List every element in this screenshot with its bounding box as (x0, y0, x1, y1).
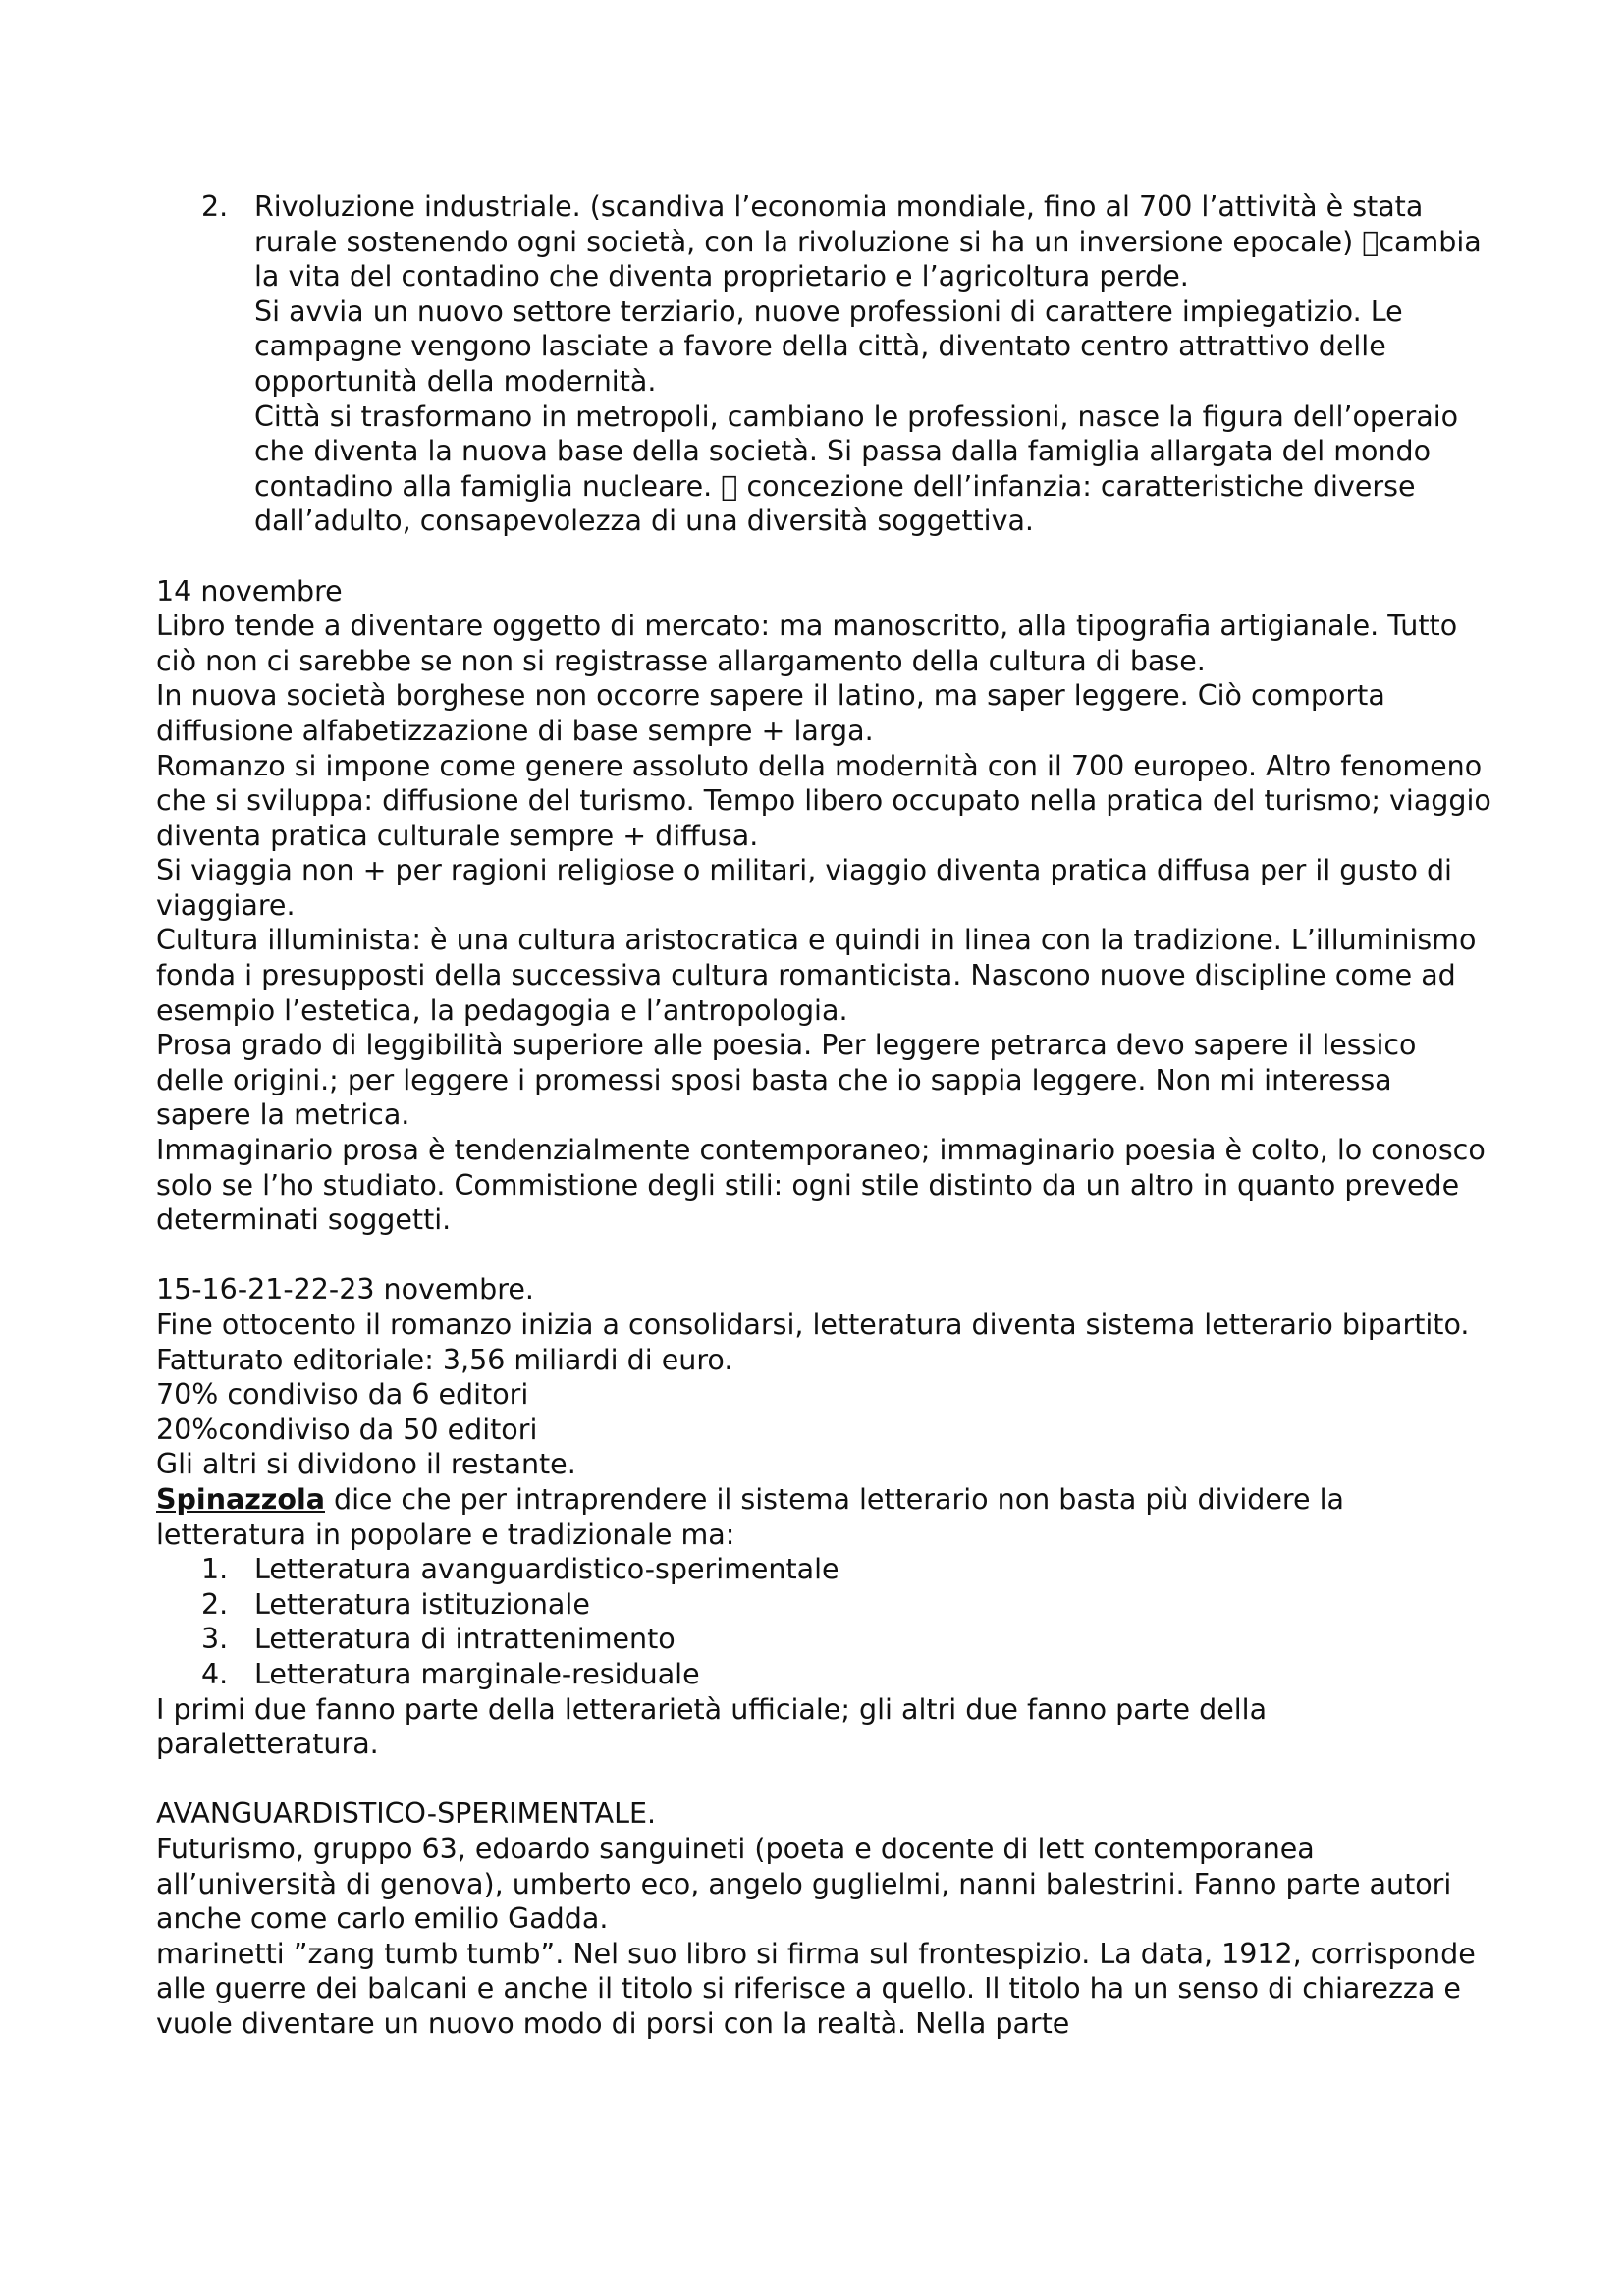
list-item (156, 189, 1491, 539)
paragraph: Fine ottocento il romanzo inizia a consolidarsi, letteratura diventa sistema letterario bipartito. (156, 1308, 1470, 1341)
paragraph: In nuova società borghese non occorre sapere il latino, ma saper leggere. Ciò comporta diffusione alfabetizzazione di base sempre + larga. (156, 679, 1385, 747)
paragraph: 70% condiviso da 6 editori (156, 1378, 529, 1412)
paragraph: marinetti ”zang tumb tumb”. Nel suo libro si firma sul frontespizio. La data, 1912, corrisponde alle guerre dei balcani e anche il titolo si riferisce a quello. Il titolo ha un senso di chiarezza e vuole diventare un nuovo modo di porsi con la realtà. Nella parte (156, 1937, 1476, 2040)
numbered-list-industrial-revolution (156, 189, 1491, 539)
list-number: 4. (201, 1657, 229, 1690)
list-item-line: Città si trasformano in metropoli, cambiano le professioni, nasce la figura dell’operaio che diventa la nuova base della società. Si passa dalla famiglia allargata del mondo contadino alla famiglia nucleare. concezione dell’infanzia: caratteristiche diverse dall’adulto, consapevolezza di una diversità soggettiva. (254, 400, 1459, 538)
section-heading: AVANGUARDISTICO-SPERIMENTALE. (156, 1797, 657, 1831)
paragraph: Romanzo si impone come genere assoluto della modernità con il 700 europeo. Altro fenomeno che si sviluppa: diffusione del turismo. Tempo libero occupato nella pratica del turismo; viaggio diventa pratica culturale sempre + diffusa. (156, 749, 1491, 852)
paragraph: Fatturato editoriale: 3,56 miliardi di euro. (156, 1343, 733, 1376)
list-item-text: Letteratura istituzionale (254, 1587, 590, 1621)
list-item-text: Letteratura di intrattenimento (254, 1623, 676, 1656)
list-item-text: Letteratura avanguardistico-sperimentale (254, 1553, 839, 1586)
document-page (156, 189, 1491, 2041)
spinazzola-name: Spinazzola (156, 1482, 325, 1516)
paragraph-spacer (156, 1762, 1491, 1797)
list-number: 2. (201, 190, 229, 223)
date-heading: 14 novembre (156, 574, 343, 608)
paragraph-spacer (156, 1238, 1491, 1273)
paragraph-spacer (156, 539, 1491, 574)
section-14-novembre (156, 574, 1491, 1238)
list-item (156, 1622, 1491, 1657)
list-item-text: Letteratura marginale-residuale (254, 1657, 700, 1690)
list-item (156, 1552, 1491, 1587)
paragraph: Cultura illuminista: è una cultura aristocratica e quindi in linea con la tradizione. L’illuminismo fonda i presupposti della successiva cultura romanticista. Nascono nuove discipline come ad esempio l’estetica, la pedagogia e l’antropologia. (156, 924, 1477, 1027)
list-item-line: Rivoluzione industriale. (scandiva l’economia mondiale, fino al 700 l’attività è stata rurale sostenendo ogni società, con la rivoluzione si ha un inversione epocale) cambia la vita del contadino che diventa proprietario e l’agricoltura perde. (254, 190, 1465, 294)
paragraph: Gli altri si dividono il restante. (156, 1448, 576, 1481)
section-avanguardistico (156, 1796, 1491, 2041)
list-number: 2. (201, 1587, 229, 1621)
date-heading: 15-16-21-22-23 novembre. (156, 1273, 534, 1307)
paragraph: Prosa grado di leggibilità superiore alle poesia. Per leggere petrarca devo sapere il lessico delle origini.; per leggere i promessi sposi basta che io sappia leggere. Non mi interessa sapere la metrica. (156, 1029, 1417, 1132)
section-15-23-novembre (156, 1272, 1491, 1761)
list-item-line: Si avvia un nuovo settore terziario, nuove professioni di carattere impiegatizio. Le campagne vengono lasciate a favore della città, diventato centro attrattivo delle opportunità della modernità. (254, 294, 1403, 398)
paragraph: Libro tende a diventare oggetto di mercato: ma manoscritto, alla tipografia artigianale. Tutto ciò non ci sarebbe se non si registrasse allargamento della cultura di base. (156, 610, 1458, 677)
paragraph: Futurismo, gruppo 63, edoardo sanguineti (poeta e docente di lett contemporanea all’università di genova), umberto eco, angelo guglielmi, nanni balestrini. Fanno parte autori anche come carlo emilio Gadda. (156, 1832, 1452, 1936)
list-number: 1. (201, 1553, 229, 1586)
paragraph: I primi due fanno parte della letterarietà ufficiale; gli altri due fanno parte della paraletteratura. (156, 1692, 1268, 1761)
list-item (156, 1587, 1491, 1623)
paragraph: 20%condiviso da 50 editori (156, 1413, 538, 1446)
list-item (156, 1657, 1491, 1692)
numbered-list-literature-types (156, 1552, 1491, 1691)
paragraph: Si viaggia non + per ragioni religiose o militari, viaggio diventa pratica diffusa per il gusto di viaggiare. (156, 854, 1452, 922)
list-number: 3. (201, 1623, 229, 1656)
paragraph: Immaginario prosa è tendenzialmente contemporaneo; immaginario poesia è colto, lo conosco solo se l’ho studiato. Commistione degli stili: ogni stile distinto da un altro in quanto prevede determinati soggetti. (156, 1134, 1486, 1237)
spinazzola-text: dice che per intraprendere il sistema letterario non basta più dividere la letteratura in popolare e tradizionale ma: (156, 1482, 1344, 1551)
spinazzola-paragraph (156, 1482, 1491, 1552)
